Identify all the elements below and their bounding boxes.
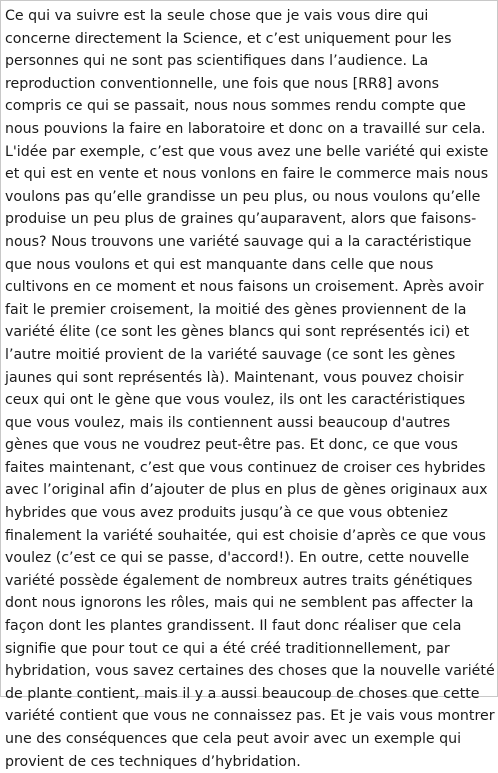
body-paragraph: Ce qui va suivre est la seule chose que je vais vous dire qui concerne directement la Science, et c’est uniquement pour les personnes qui ne sont pas scientifiques dans l’audience. La reproduction conventionnelle, une fois que nous [RR8] avons compris ce qui se passait, nous nous sommes rendu compte que nous pouvions la faire en laboratoire et donc on a travaillé sur cela. L'idée par exemple, c’est que vous avez une belle variété qui existe et qui est en vente et nous vonlons en faire le commerce mais nous voulons pas qu’elle grandisse un peu plus, ou nous voulons qu’elle produise un peu plus de graines qu’auparavent, alors que faisons-nous? Nous trouvons une variété sauvage qui a la caractéristique que nous voulons et qui est manquante dans celle que nous cultivons en ce moment et nous faisons un croisement. Après avoir fait le premier croisement, la moitié des gènes proviennent de la variété élite (ce sont les gènes blancs qui sont représentés ici) et l’autre moitié provient de la variété sauvage (ce sont les gènes jaunes qui sont représentés là). Maintenant, vous pouvez choisir ceux qui ont le gène que vous voulez, ils ont les caractéristiques que vous voulez, mais ils contiennent aussi beaucoup d'autres gènes que vous ne voudrez peut-être pas. Et donc, ce que vous faites maintenant, c’est que vous continuez de croiser ces hybrides avec l’original afin d’ajouter de plus en plus de gènes originaux aux hybrides que vous avez produits jusqu’à ce que vous obteniez finalement la variété souhaitée, qui est choisie d’après ce que vous voulez (c’est ce qui se passe, d'accord!). En outre, cette nouvelle variété possède également de nombreux autres traits génétiques dont nous ignorons les rôles, mais qui ne semblent pas affecter la façon dont les plantes grandissent. Il faut donc réaliser que cela signifie que pour tout ce qui a été créé traditionnellement, par hybridation, vous savez certaines des choses que la nouvelle variété de plante contient, mais il y a aussi beaucoup de choses que cette variété contient que vous ne connaissez pas. Et je vais vous montrer une des conséquences que cela peut avoir avec un exemple qui provient de ces techniques d’hybridation. (5, 8, 495, 770)
document-body (5, 5, 495, 773)
